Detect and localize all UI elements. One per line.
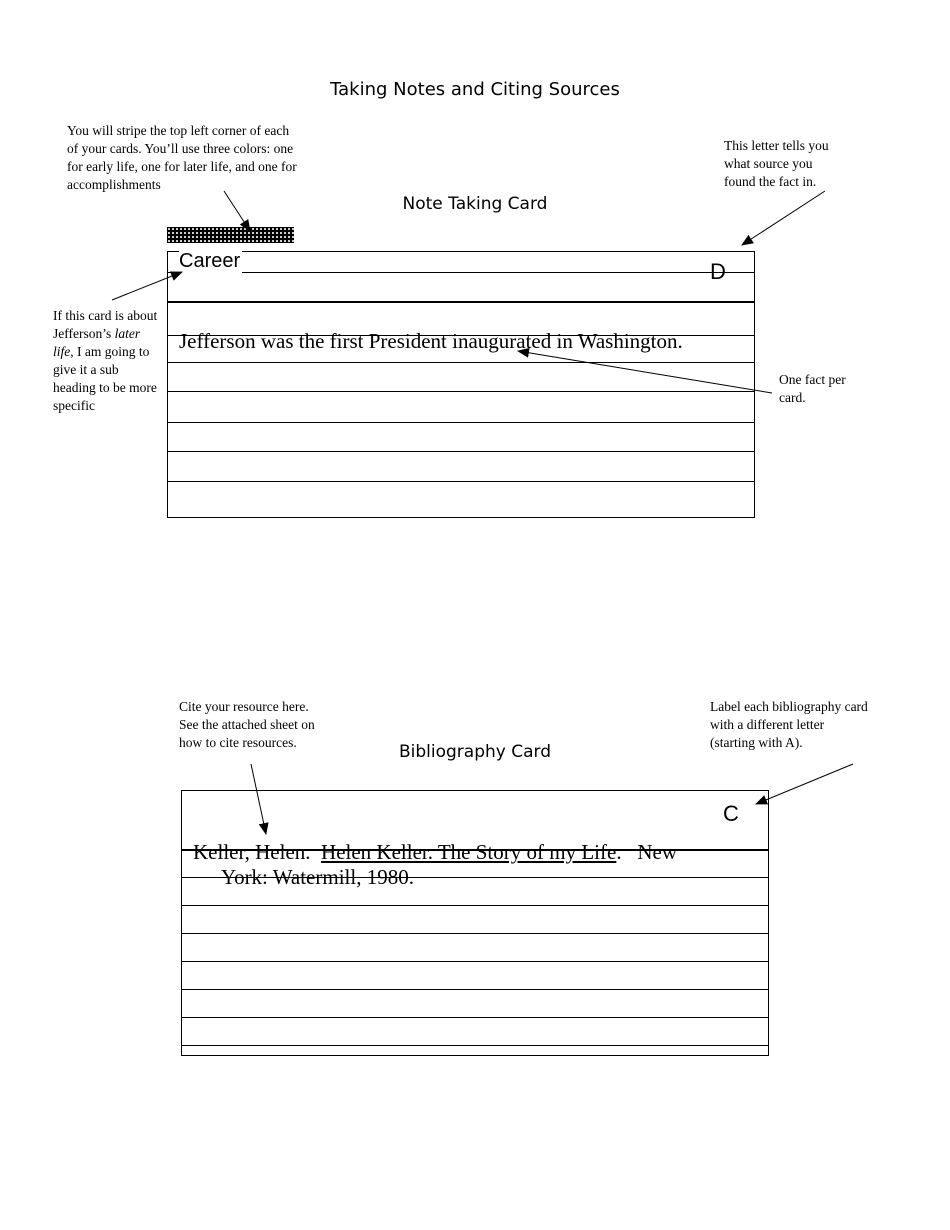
subheading-arrow — [112, 272, 182, 300]
citation-line-2: York: Watermill, 1980. — [221, 865, 414, 889]
page-title: Taking Notes and Citing Sources — [330, 79, 620, 100]
subheading-annotation-text-1: If this card is about Jefferson’s — [53, 308, 158, 341]
label-annotation: Label each bibliography card with a different letter (starting with A). — [710, 699, 868, 750]
note-card-title: Note Taking Card — [402, 194, 548, 214]
one-fact-annotation: One fact per card. — [779, 372, 846, 405]
citation-work: Helen Keller. The Story of my Life — [321, 840, 617, 864]
label-arrow — [756, 764, 853, 804]
stripe-arrow — [224, 191, 250, 231]
citation-after-work: . — [616, 840, 622, 864]
one-fact-arrow — [518, 351, 772, 393]
subheading-annotation-italic: later life — [53, 326, 141, 359]
bibliography-card-title: Bibliography Card — [398, 742, 552, 762]
card-heading: Career — [179, 250, 241, 272]
citation-author: Keller, Helen. — [193, 840, 311, 864]
bib-source-letter: C — [723, 801, 739, 826]
stripe-annotation: You will stripe the top left corner of each of your cards. You’ll use three colors: one for early life, one for later life, and one for accomplishments — [67, 123, 297, 192]
note-fact: Jefferson was the first President inaugurated in Washington. — [179, 329, 683, 353]
subheading-annotation-text-2: , I am going to give it a sub heading to be more specific — [53, 344, 157, 413]
source-letter: D — [710, 259, 726, 284]
letter-annotation: This letter tells you what source you found the fact in. — [724, 138, 829, 189]
citation-place-start: New — [637, 840, 677, 864]
cite-arrow — [251, 764, 266, 834]
cite-annotation: Cite your resource here. See the attached sheet on how to cite resources. — [179, 699, 315, 750]
letter-arrow — [742, 191, 825, 245]
